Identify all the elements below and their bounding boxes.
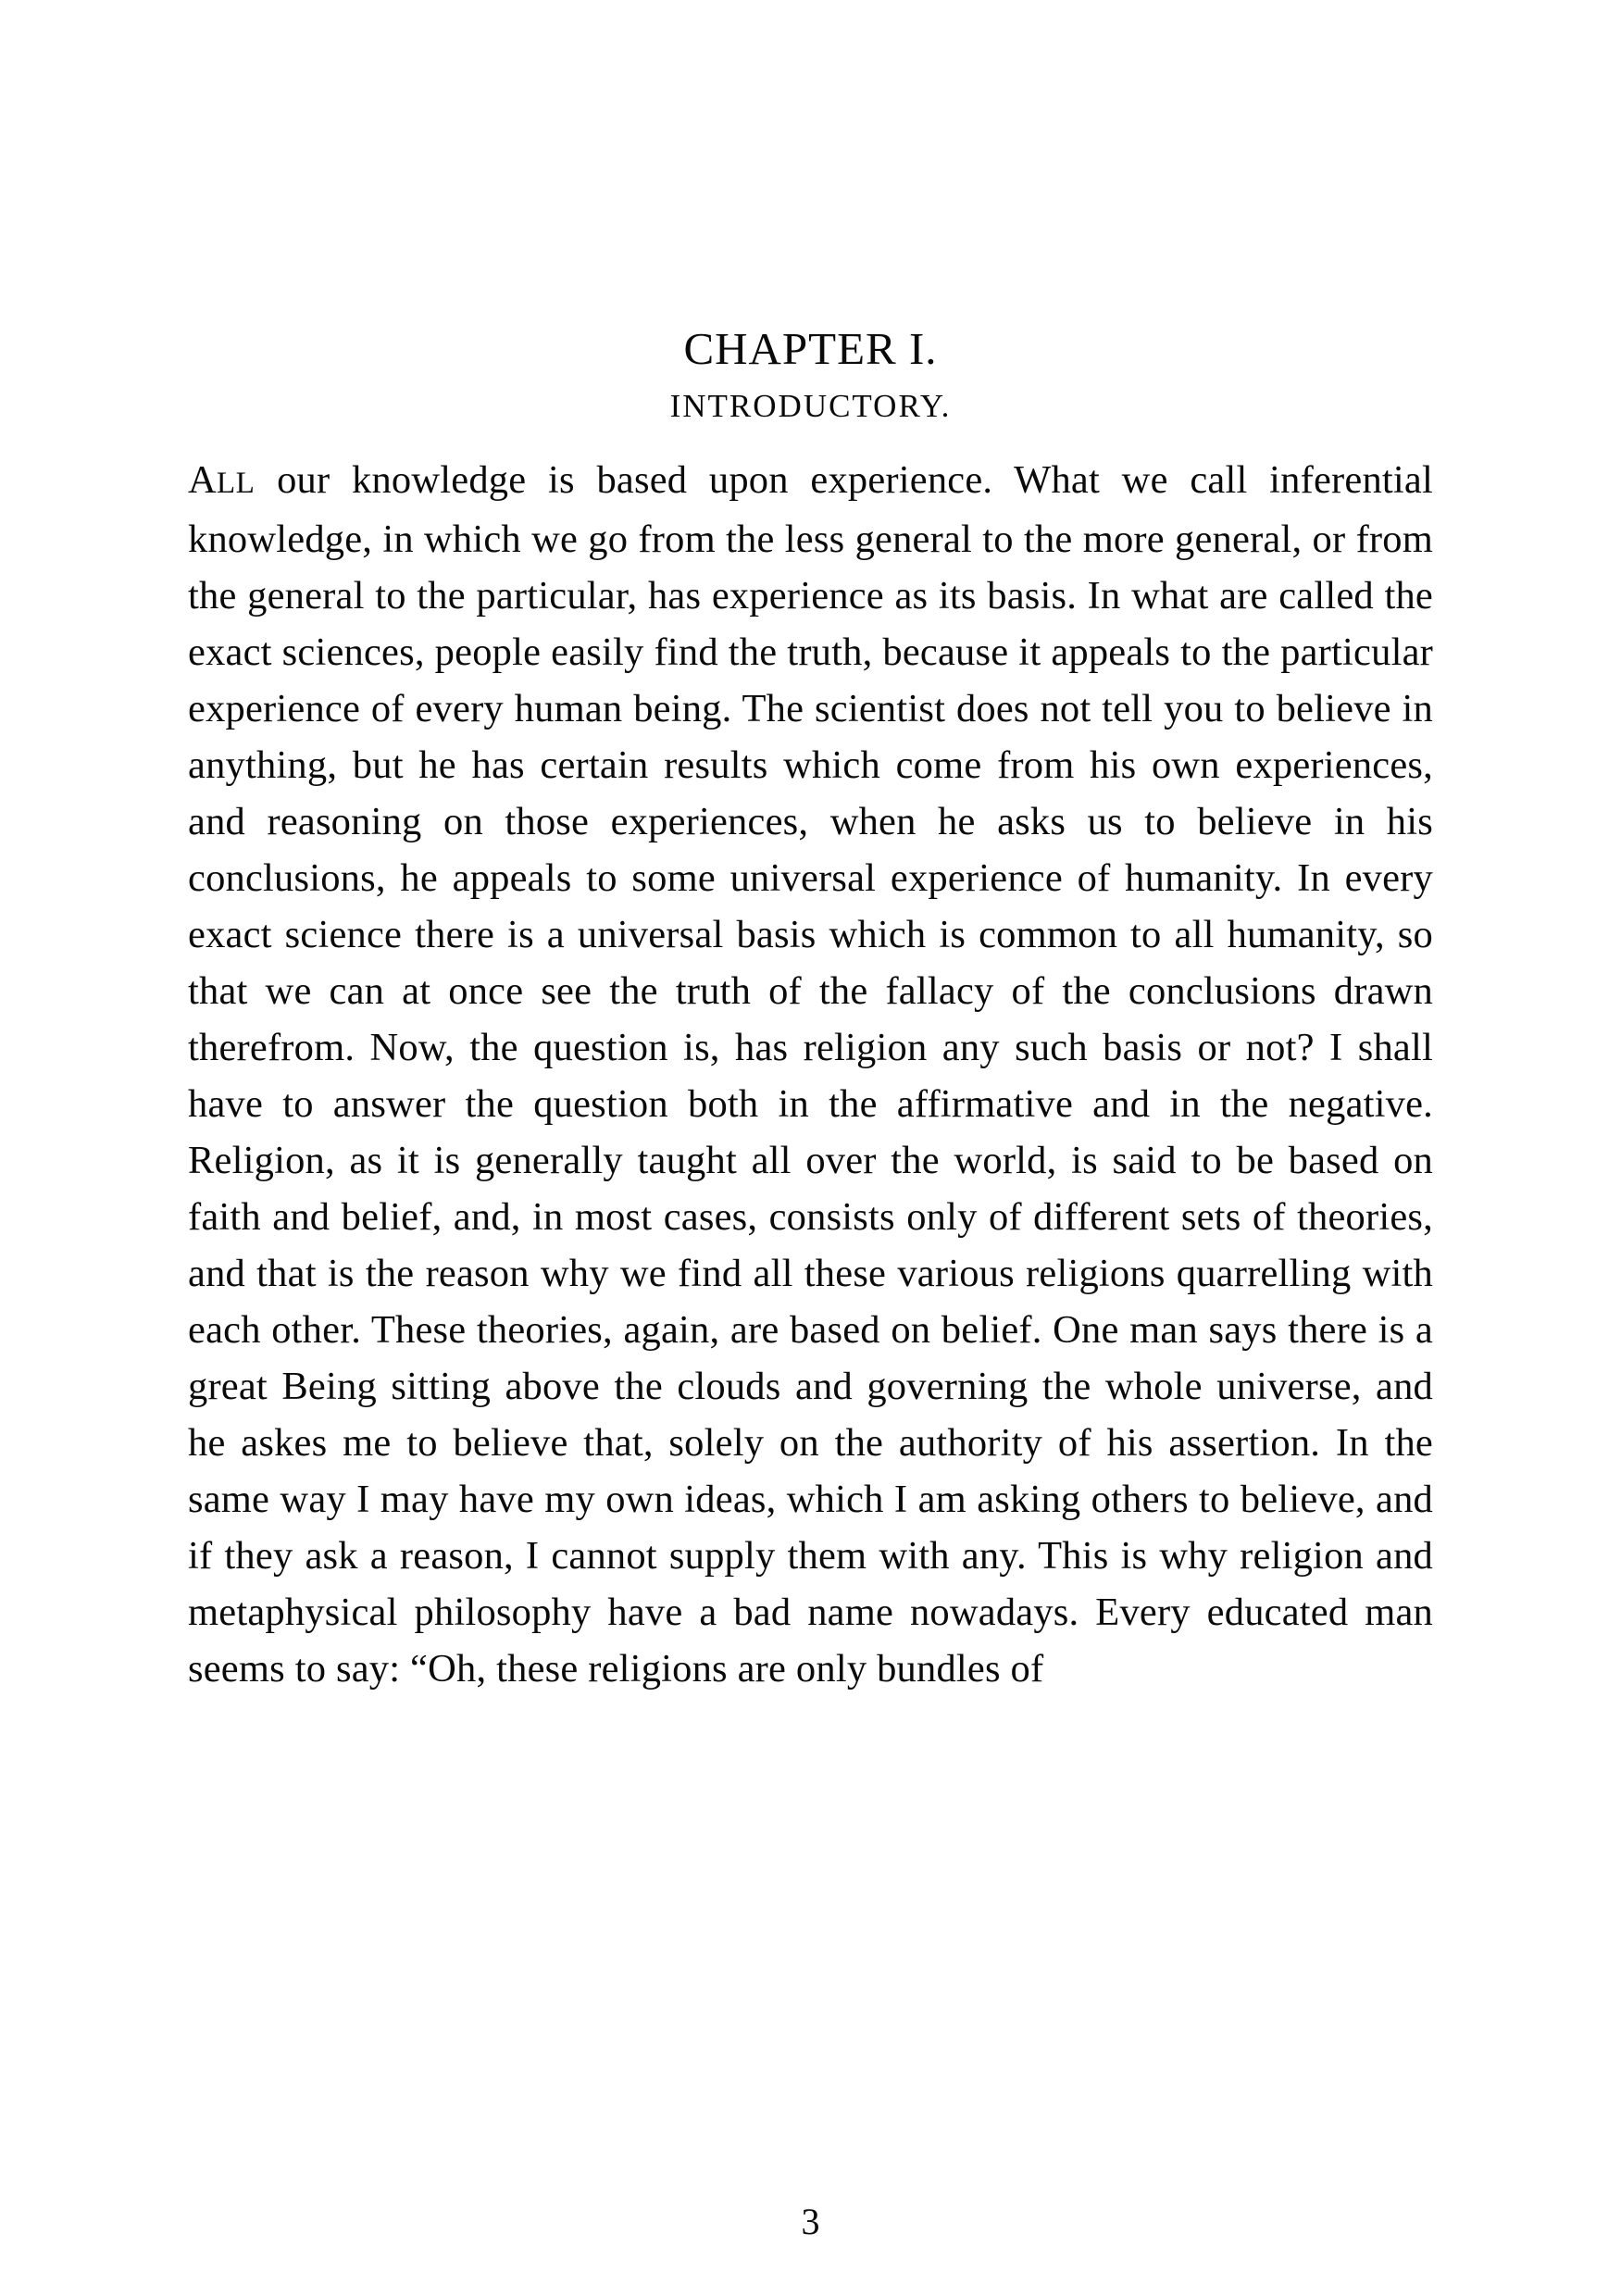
page-number: 3 xyxy=(801,2201,820,2242)
body-paragraph xyxy=(188,452,1433,1697)
paragraph-text: our knowledge is based upon experience. What we call inferential knowledge, in which we go from the less general to the more general, or from the general to the particular, has experience as its basis. In what are called the exact sciences, people easily find the truth, because it appeals to the particular experience of every human being. The scientist does not tell you to believe in anything, but he has certain results which come from his own experiences, and reasoning on those experiences, when he asks us to believe in his conclusions, he appeals to some universal experience of humanity. In every exact science there is a universal basis which is common to all humanity, so that we can at once see the truth of the fallacy of the conclusions drawn therefrom. Now, the question is, has religion any such basis or not? I shall have to answer the question both in the affirmative and in the negative. Religion, as it is generally taught all over the world, is said to be based on faith and belief, and, in most cases, consists only of different sets of theories, and that is the reason why we find all these various religions quarrelling with each other. These theories, again, are based on belief. One man says there is a great Being sitting above the clouds and governing the whole universe, and he askes me to believe that, solely on the authority of his assertion. In the same way I may have my own ideas, which I am asking others to believe, and if they ask a reason, I cannot supply them with any. This is why religion and metaphysical philosophy have a bad name nowadays. Every educated man seems to say: “Oh, these religions are only bundles of xyxy=(188,458,1433,1691)
chapter-subtitle: INTRODUCTORY. xyxy=(669,387,952,424)
lead-word-smallcaps: LL xyxy=(216,466,256,501)
lead-word-initial: A xyxy=(188,458,217,503)
chapter-title: CHAPTER I. xyxy=(683,323,938,374)
